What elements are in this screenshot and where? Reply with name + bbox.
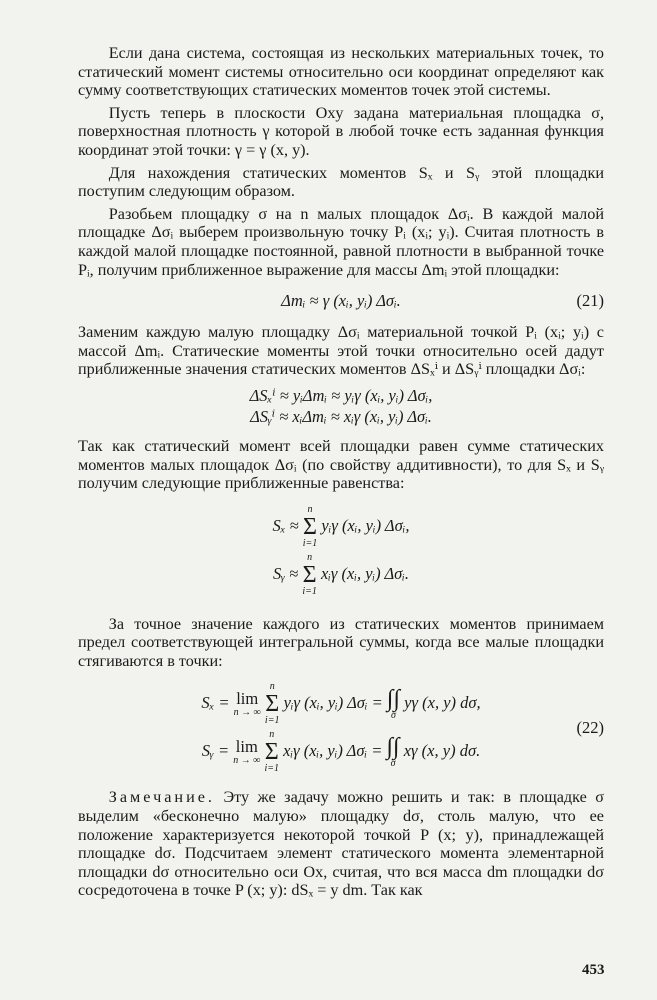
- remark-text: Эту же задачу можно решить и так: в площадке σ выделим «бесконечно малую» площадку dσ, столь малую, что ее положение характеризуется некоторой точкой P (x; y), принадлежащей площадке dσ. Подсчитаем элемент статического момента элементарной площадки dσ относительно оси Ox, считая, что вся масса dm площадки dσ сосредоточена в точке P (x; y): dSₓ = y dm. Так как: [78, 788, 604, 900]
- page-number: 453: [582, 962, 605, 978]
- paragraph-5: Заменим каждую малую площадку Δσᵢ материальной точкой Pᵢ (xᵢ; yᵢ) с массой Δmᵢ. Статические моменты этой точки относительно осей дадут приближенные значения статических моментов ΔSₓⁱ и ΔSᵧⁱ площадки Δσᵢ:: [78, 323, 604, 379]
- sigma-glyph: Σ: [264, 739, 279, 766]
- lim-subscript: n → ∞: [233, 706, 261, 718]
- paragraph-2: Пусть теперь в плоскости Oxy задана материальная площадка σ, поверхностная плотность γ которой в любой точке есть заданная функция координат этой точки: γ = γ (x, y).: [78, 103, 604, 159]
- sy-approx-lhs: Sᵧ ≈: [272, 563, 299, 583]
- limit-operator: [234, 691, 261, 718]
- equation-dsx: ΔSₓⁱ ≈ yᵢΔmᵢ ≈ yᵢγ (xᵢ, yᵢ) Δσᵢ,: [249, 385, 433, 405]
- equation-21: [78, 291, 604, 311]
- integral-glyph: ∫∫: [386, 734, 400, 761]
- sum-lower-limit: i=1: [264, 763, 280, 775]
- sx-approx-rhs: yᵢγ (xᵢ, yᵢ) Δσᵢ,: [321, 515, 410, 535]
- sy-exact-rhs: xγ (x, y) dσ.: [403, 741, 481, 761]
- equation-dsy: ΔSᵧⁱ ≈ xᵢΔmᵢ ≈ xᵢγ (xᵢ, yᵢ) Δσᵢ.: [250, 406, 432, 426]
- equation-approx-sums: [78, 505, 604, 597]
- lim-subscript: n → ∞: [233, 754, 261, 766]
- sy-exact-lhs: Sᵧ =: [201, 741, 230, 761]
- equation-sx-approx: [78, 505, 604, 549]
- remark-label: Замечание.: [108, 788, 215, 807]
- sy-approx-rhs: xᵢγ (xᵢ, yᵢ) Δσᵢ.: [320, 563, 410, 583]
- limit-operator: [233, 739, 260, 766]
- equation-22-number: (22): [576, 718, 604, 738]
- sum-symbol: [265, 682, 280, 726]
- sum-symbol: [303, 505, 318, 549]
- sx-exact-mid: yᵢγ (xᵢ, yᵢ) Δσᵢ =: [283, 693, 383, 713]
- equation-sy-approx: [78, 553, 604, 597]
- lim-word: lim: [236, 689, 259, 709]
- sum-lower-limit: i=1: [264, 715, 280, 727]
- lim-word: lim: [235, 737, 258, 757]
- integral-glyph: ∫∫: [386, 686, 401, 713]
- sx-exact-rhs: yγ (x, y) dσ,: [404, 693, 481, 713]
- equation-sx-exact: [78, 682, 604, 726]
- sigma-glyph: Σ: [302, 561, 317, 588]
- sum-upper-limit: n: [269, 681, 275, 693]
- sx-approx-lhs: Sₓ ≈: [272, 515, 299, 535]
- sum-symbol: [302, 553, 317, 597]
- integral-domain: σ: [390, 758, 396, 770]
- paragraph-remark: [78, 788, 604, 900]
- double-integral: [386, 735, 399, 769]
- sum-lower-limit: i=1: [302, 537, 318, 549]
- sum-lower-limit: i=1: [302, 585, 317, 597]
- paragraph-4: Разобьем площадку σ на n малых площадок Δσᵢ. В каждой малой площадке Δσᵢ выберем произвольную точку Pᵢ (xᵢ; yᵢ). Считая плотность в каждой малой площадке постоянной, равной плотности в выбранной точке Pᵢ, получим приближенное выражение для массы Δmᵢ этой площадки:: [78, 204, 604, 279]
- sigma-glyph: Σ: [265, 691, 280, 718]
- sx-exact-lhs: Sₓ =: [201, 693, 230, 713]
- equation-22: [78, 682, 604, 774]
- paragraph-7: За точное значение каждого из статических моментов принимаем предел соответствующей интегральной суммы, когда все малые площадки стягиваются в точки:: [78, 614, 604, 670]
- paragraph-1: Если дана система, состоящая из нескольких материальных точек, то статический момент системы относительно оси координат определяют как сумму соответствующих статических моментов точек этой системы.: [78, 44, 604, 100]
- equation-sy-exact: [78, 730, 604, 774]
- sum-upper-limit: n: [307, 551, 313, 563]
- page-content: [78, 44, 604, 904]
- double-integral: [387, 687, 400, 721]
- sy-exact-mid: xᵢγ (xᵢ, yᵢ) Δσᵢ =: [283, 741, 383, 761]
- sigma-glyph: Σ: [303, 513, 318, 540]
- paragraph-6: Так как статический момент всей площадки равен сумме статических моментов малых площадок Δσᵢ (по свойству аддитивности), то для Sₓ и Sᵧ получим следующие приближенные равенства:: [78, 436, 604, 493]
- equation-21-number: (21): [576, 291, 604, 311]
- equation-21-body: Δmᵢ ≈ γ (xᵢ, yᵢ) Δσᵢ.: [281, 291, 401, 311]
- integral-domain: σ: [391, 710, 396, 722]
- sum-symbol: [264, 730, 279, 774]
- sum-upper-limit: n: [269, 729, 275, 741]
- sum-upper-limit: n: [307, 503, 313, 515]
- equation-static-moments: [78, 385, 604, 427]
- paragraph-3: Для нахождения статических моментов Sₓ и Sᵧ этой площадки поступим следующим образом.: [78, 163, 604, 201]
